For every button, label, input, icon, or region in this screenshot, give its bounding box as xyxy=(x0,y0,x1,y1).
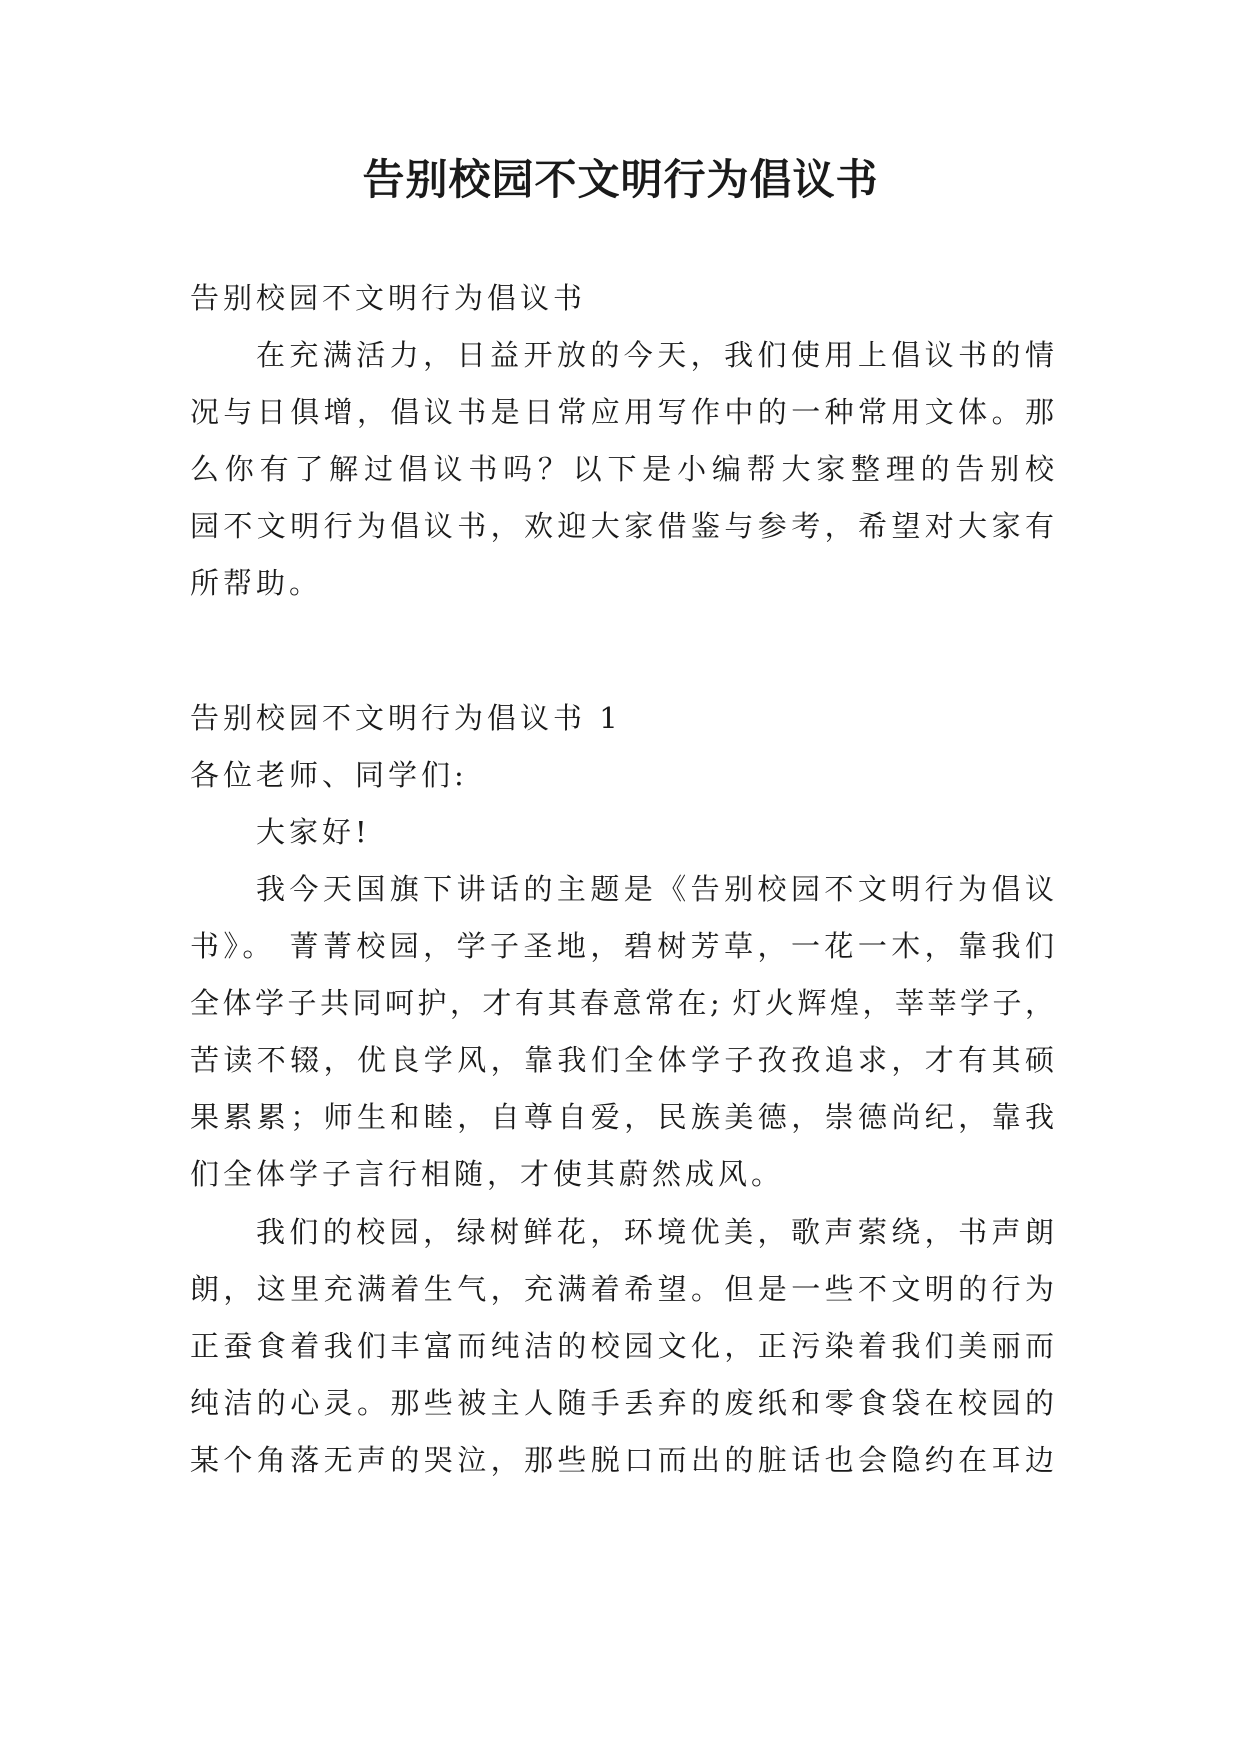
intro-paragraph xyxy=(190,327,1054,612)
salutation: 各位老师、同学们: xyxy=(190,758,468,792)
intro-line: 况与日俱增，倡议书是日常应用写作中的一种常用文体。那 xyxy=(190,395,1054,429)
paragraph-line: 果累累；师生和睦，自尊自爱，民族美德，崇德尚纪，靠我 xyxy=(190,1100,1054,1134)
intro-line: 园不文明行为倡议书，欢迎大家借鉴与参考，希望对大家有 xyxy=(190,509,1054,543)
section-heading: 告别校园不文明行为倡议书 1 xyxy=(190,701,622,735)
paragraph-line: 我今天国旗下讲话的主题是《告别校园不文明行为倡议 xyxy=(256,872,1054,906)
paragraph-line: 正蚕食着我们丰富而纯洁的校园文化，正污染着我们美丽而 xyxy=(190,1329,1054,1363)
paragraph-line: 们全体学子言行相随，才使其蔚然成风。 xyxy=(190,1157,785,1191)
document-title: 告别校园不文明行为倡议书 xyxy=(362,155,879,204)
paragraph-line: 苦读不辍，优良学风，靠我们全体学子孜孜追求，才有其硕 xyxy=(190,1043,1054,1077)
paragraph-line: 全体学子共同呵护，才有其春意常在; 灯火辉煌，莘莘学子， xyxy=(190,986,1054,1020)
intro-line: 在充满活力，日益开放的今天，我们使用上倡议书的情 xyxy=(256,338,1054,372)
section-heading-block xyxy=(190,690,1054,861)
greeting: 大家好! xyxy=(256,815,371,849)
paragraph-2 xyxy=(190,1204,1054,1489)
paragraph-line: 某个角落无声的哭泣，那些脱口而出的脏话也会隐约在耳边 xyxy=(190,1443,1054,1477)
paragraph-1 xyxy=(190,861,1054,1203)
document-subtitle: 告别校园不文明行为倡议书 xyxy=(190,281,587,315)
paragraph-line: 书》。 菁菁校园，学子圣地，碧树芳草，一花一木，靠我们 xyxy=(190,929,1054,963)
intro-line: 么你有了解过倡议书吗？以下是小编帮大家整理的告别校 xyxy=(190,452,1054,486)
paragraph-line: 我们的校园，绿树鲜花，环境优美，歌声萦绕，书声朗 xyxy=(256,1215,1054,1249)
paragraph-line: 纯洁的心灵。那些被主人随手丢弃的废纸和零食袋在校园的 xyxy=(190,1386,1054,1420)
paragraph-line: 朗，这里充满着生气，充满着希望。但是一些不文明的行为 xyxy=(190,1272,1054,1306)
intro-line: 所帮助。 xyxy=(190,566,323,600)
document-subtitle-block xyxy=(190,270,1054,327)
